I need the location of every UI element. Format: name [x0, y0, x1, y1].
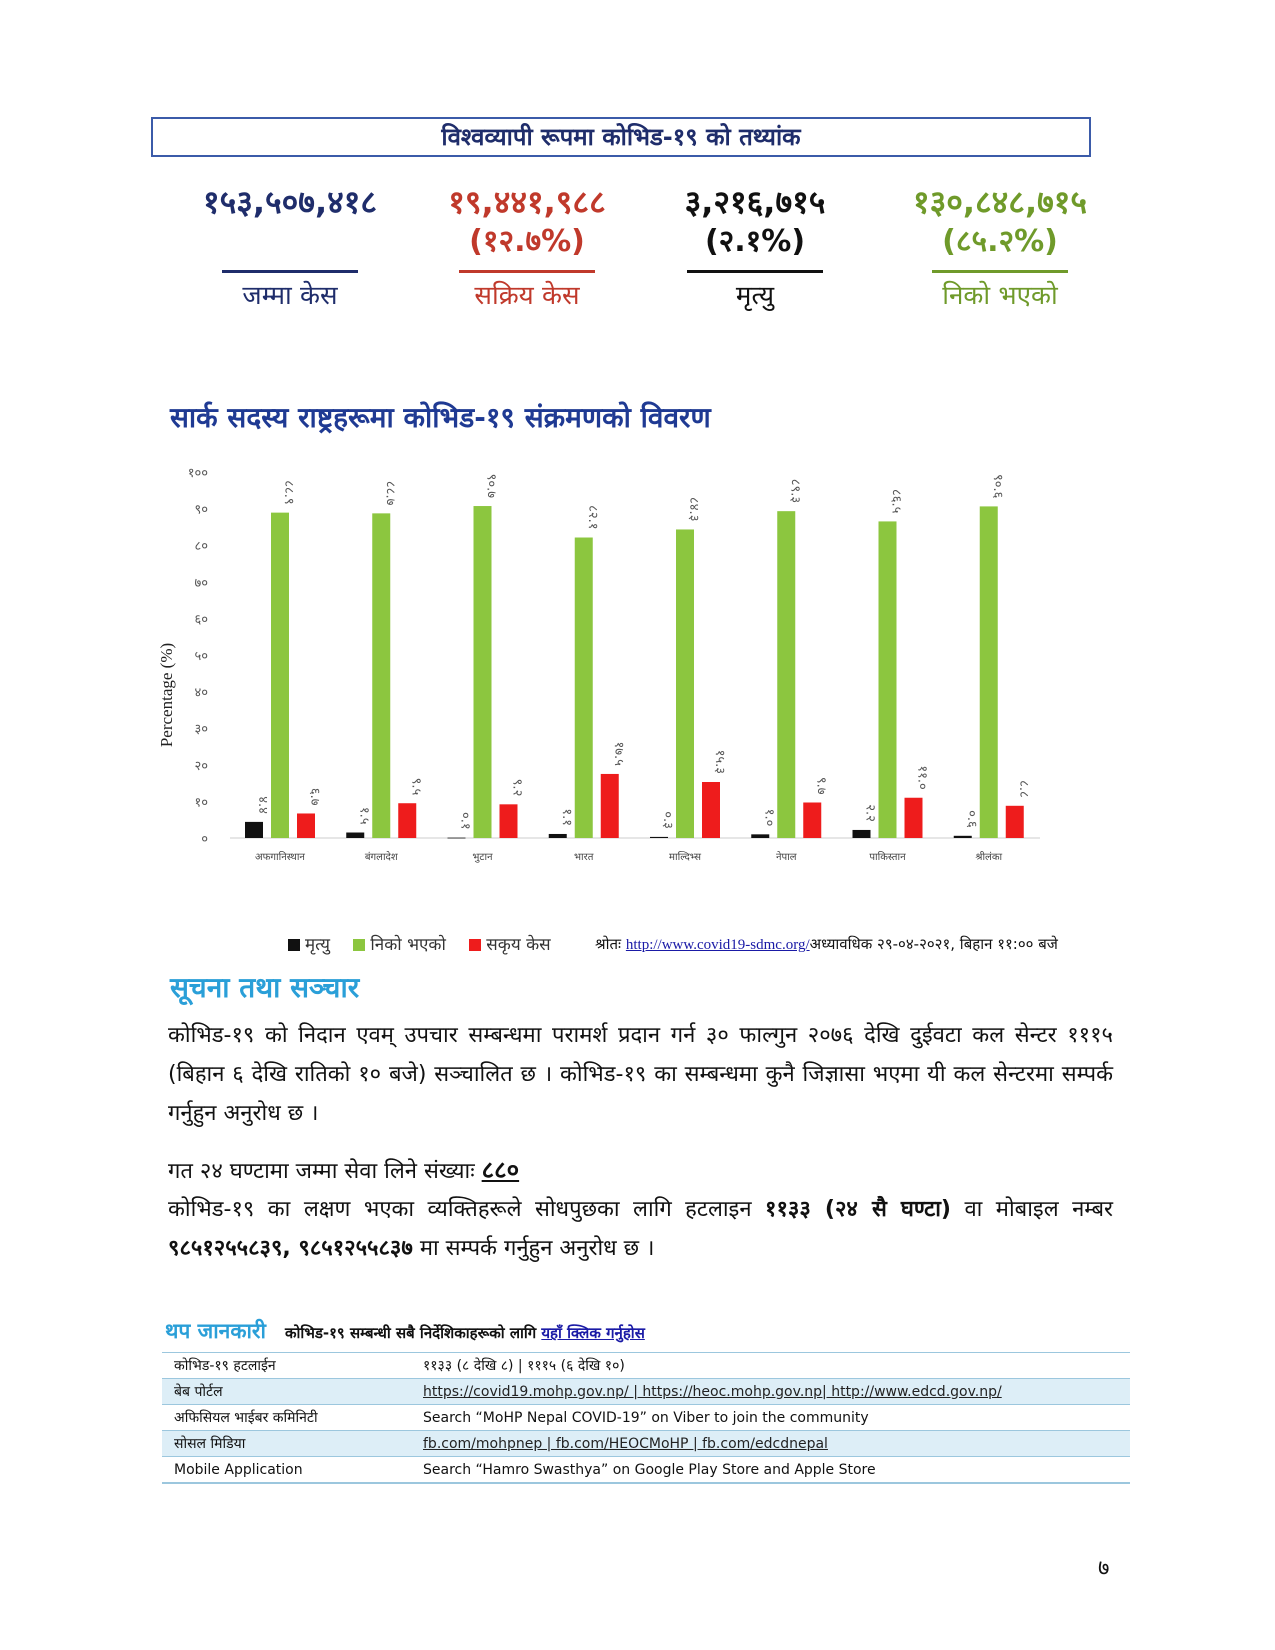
- bar-value-label: ०.३: [660, 811, 675, 829]
- table-row: [162, 1431, 1130, 1457]
- page-number: ७: [1098, 1556, 1110, 1581]
- y-tick-label: ५०: [194, 649, 208, 664]
- x-tick-label: माल्दिभ्स: [669, 852, 701, 863]
- chart-source: [595, 934, 1058, 954]
- bar-deaths: [448, 838, 466, 839]
- row-hotline-value: ११३३ (८ देखि ८) | १११५ (६ देखि १०): [411, 1353, 1130, 1379]
- bar-value-label: ०.६: [963, 810, 979, 828]
- bar-value-label: ९.२: [509, 778, 525, 797]
- bar-deaths: [751, 834, 769, 838]
- bar-value-label: ८२.१: [584, 505, 600, 530]
- stat-deaths-rule: [687, 270, 823, 273]
- legend-active-label: सकृय केस: [486, 935, 551, 955]
- mobile-numbers: ९८५१२५५८३९, ९८५१२५५८३७: [168, 1236, 413, 1261]
- stat-deaths-label: मृत्यु: [735, 281, 775, 311]
- bar-deaths: [245, 822, 263, 838]
- bar-value-label: ९०.६: [989, 473, 1005, 499]
- row-hotline-key: कोभिड-१९ हटलाईन: [162, 1353, 411, 1379]
- source-prefix: श्रोतः: [595, 935, 622, 953]
- service-line: [168, 1151, 1113, 1191]
- bar-active: [398, 803, 416, 838]
- bar-recovered: [575, 538, 593, 838]
- bar-value-label: ८६.५: [888, 488, 904, 514]
- stat-total-label: जम्मा केस: [242, 281, 338, 311]
- y-axis-label: Percentage (%): [157, 642, 176, 748]
- chart-heading: सार्क सदस्य राष्ट्रहरूमा कोभिड-१९ संक्रमणको विवरण: [170, 401, 711, 434]
- bar-recovered: [474, 506, 492, 838]
- info-heading: सूचना तथा सञ्चार: [170, 971, 360, 1004]
- legend-swatch-deaths: [288, 939, 300, 951]
- bar-active: [500, 804, 518, 838]
- info-paragraph-2: [168, 1190, 1113, 1268]
- x-tick-label: पाकिस्तान: [869, 852, 906, 863]
- service-prefix: गत २४ घण्टामा जम्मा सेवा लिने संख्याः: [168, 1159, 475, 1184]
- bar-value-label: ९०.७: [483, 473, 499, 499]
- x-tick-label: बंगलादेश: [364, 852, 398, 863]
- stat-deaths-pct: (२.१%): [704, 224, 806, 259]
- info-table: [162, 1352, 1130, 1484]
- table-row: [162, 1405, 1130, 1431]
- bar-deaths: [853, 830, 871, 838]
- para2-text-a: कोभिड-१९ का लक्षण भएका व्यक्तिहरूले सोधपुछका लागि हटलाइन: [168, 1197, 752, 1222]
- row-social-key: सोसल मिडिया: [162, 1431, 411, 1457]
- bar-value-label: २.२: [862, 804, 878, 822]
- more-info-text: कोभिड-१९ सम्बन्धी सबै निर्देशिकाहरूको लागि: [285, 1324, 537, 1342]
- y-tick-label: ६०: [194, 612, 208, 628]
- stat-recovered-rule: [932, 270, 1068, 273]
- stat-total-value: १५३,५०७,४१८: [202, 183, 378, 221]
- stat-recovered-label: निको भएको: [942, 281, 1058, 311]
- bar-deaths: [549, 834, 567, 838]
- bar-active: [905, 798, 923, 838]
- y-tick-label: ८०: [194, 539, 208, 555]
- bar-active: [1006, 806, 1024, 838]
- bar-active: [297, 813, 315, 838]
- bar-deaths: [954, 836, 972, 838]
- chart-legend: [288, 932, 551, 955]
- legend-recovered: [353, 935, 446, 955]
- source-link[interactable]: http://www.covid19-sdmc.org/: [625, 937, 810, 953]
- bar-chart: [150, 460, 1090, 920]
- bar-value-label: ९.७: [813, 776, 829, 795]
- bar-value-label: १.१: [558, 808, 574, 826]
- stat-deaths-value: ३,२१६,७१५: [684, 183, 826, 221]
- stat-deaths: [660, 182, 850, 313]
- bar-value-label: ११.०: [914, 765, 930, 790]
- stat-active: [432, 182, 622, 313]
- y-tick-label: ७०: [194, 575, 208, 591]
- bar-active: [803, 802, 821, 838]
- bar-value-label: १.५: [356, 806, 372, 825]
- legend-deaths-label: मृत्यु: [305, 935, 330, 955]
- para2-text-c: मा सम्पर्क गर्नुहुन अनुरोध छ ।: [419, 1236, 655, 1261]
- y-tick-label: ३०: [194, 722, 208, 738]
- stat-recovered: [895, 182, 1105, 313]
- x-tick-label: भुटान: [472, 852, 493, 863]
- bar-value-label: १७.५: [610, 741, 626, 766]
- bar-deaths: [346, 833, 364, 838]
- x-tick-label: भारत: [574, 852, 594, 863]
- bar-value-label: ८.८: [1015, 780, 1031, 798]
- bar-active: [702, 782, 720, 838]
- x-tick-label: अफगानिस्थान: [255, 852, 305, 863]
- service-count: ८८०: [481, 1156, 520, 1184]
- bar-value-label: १.०: [761, 808, 777, 827]
- para2-text-b: वा मोबाइल नम्बर: [964, 1197, 1114, 1222]
- y-tick-label: १००: [187, 466, 208, 481]
- row-web-value[interactable]: https://covid19.mohp.gov.np/ | https://heoc.mohp.gov.np| http://www.edcd.gov.np/: [411, 1379, 1130, 1405]
- source-updated: अध्यावधिक २९-०४-२०२१, बिहान ११:०० बजे: [809, 935, 1058, 953]
- bar-value-label: १५.३: [712, 749, 727, 775]
- stat-active-rule: [459, 270, 595, 273]
- bar-value-label: ९.५: [408, 777, 424, 796]
- y-tick-label: ४०: [194, 685, 208, 701]
- stat-active-pct: (१२.७%): [469, 224, 585, 259]
- more-info-label: थप जानकारी: [165, 1319, 266, 1343]
- contacts-table: [162, 1352, 1130, 1484]
- row-app-value: Search “Hamro Swasthya” on Google Play Store and Apple Store: [411, 1457, 1130, 1484]
- bar-value-label: ६.७: [307, 787, 322, 806]
- hotline-number: ११३३ (२४ सै घण्टा): [765, 1197, 951, 1222]
- info-paragraph-1: कोभिड-१९ को निदान एवम् उपचार सम्बन्धमा परामर्श प्रदान गर्न ३० फाल्गुन २०७६ देखि दुईवटा कल सेन्टर १११५ (बिहान ६ देखि रातिको १० बजे) सञ्चालित छ । कोभिड-१९ का सम्बन्धमा कुनै जिज्ञासा भएमा यी कल सेन्टरमा सम्पर्क गर्नुहुन अनुरोध छ ।: [168, 1023, 1113, 1126]
- row-web-key: बेब पोर्टल: [162, 1379, 411, 1405]
- row-viber-key: अफिसियल भाईबर कमिनिटी: [162, 1405, 411, 1431]
- stat-active-label: सक्रिय केस: [474, 281, 580, 311]
- bar-recovered: [879, 521, 897, 838]
- bar-value-label: ८४.३: [686, 497, 701, 522]
- row-viber-value: Search “MoHP Nepal COVID-19” on Viber to join the community: [411, 1405, 1130, 1431]
- bar-value-label: ८९.३: [787, 478, 803, 504]
- y-tick-label: ९०: [194, 502, 208, 518]
- bar-value-label: ८८.९: [281, 480, 296, 505]
- stat-total-pct: [195, 222, 385, 262]
- legend-recovered-label: निको भएको: [370, 935, 446, 955]
- more-info-line: [165, 1317, 645, 1345]
- x-tick-label: नेपाल: [775, 852, 797, 863]
- stat-recovered-pct: (८५.२%): [942, 224, 1058, 259]
- more-info-link[interactable]: यहाँ क्लिक गर्नुहोस: [541, 1324, 645, 1342]
- y-tick-label: २०: [194, 758, 208, 774]
- bar-value-label: ८८.७: [382, 480, 398, 506]
- bar-recovered: [271, 513, 289, 838]
- stat-recovered-value: १३०,८४८,७१५: [912, 183, 1088, 221]
- stat-total: [195, 182, 385, 313]
- bar-value-label: ४.४: [255, 796, 270, 814]
- x-tick-label: श्रीलंका: [975, 852, 1003, 863]
- row-social-value[interactable]: fb.com/mohpnep | fb.com/HEOCMoHP | fb.com/edcdnepal: [411, 1431, 1130, 1457]
- y-tick-label: १०: [194, 795, 208, 811]
- page-title: विश्वव्यापी रूपमा कोभिड-१९ को तथ्यांक: [151, 117, 1091, 157]
- bar-active: [601, 774, 619, 838]
- row-app-key: Mobile Application: [162, 1457, 411, 1484]
- legend-deaths: [288, 935, 330, 955]
- bar-deaths: [650, 837, 668, 838]
- table-row: [162, 1457, 1130, 1484]
- legend-swatch-active: [469, 939, 481, 951]
- legend-swatch-recovered: [353, 939, 365, 951]
- table-row: [162, 1353, 1130, 1379]
- bar-value-label: ०.१: [457, 811, 473, 830]
- stat-active-value: १९,४४१,९८८: [448, 183, 606, 221]
- bar-recovered: [980, 506, 998, 838]
- y-tick-label: ०: [201, 832, 208, 847]
- bar-recovered: [372, 513, 390, 838]
- table-row: [162, 1379, 1130, 1405]
- legend-active: [469, 935, 550, 955]
- bar-recovered: [777, 511, 795, 838]
- stat-total-rule: [222, 270, 358, 273]
- bar-recovered: [676, 529, 694, 838]
